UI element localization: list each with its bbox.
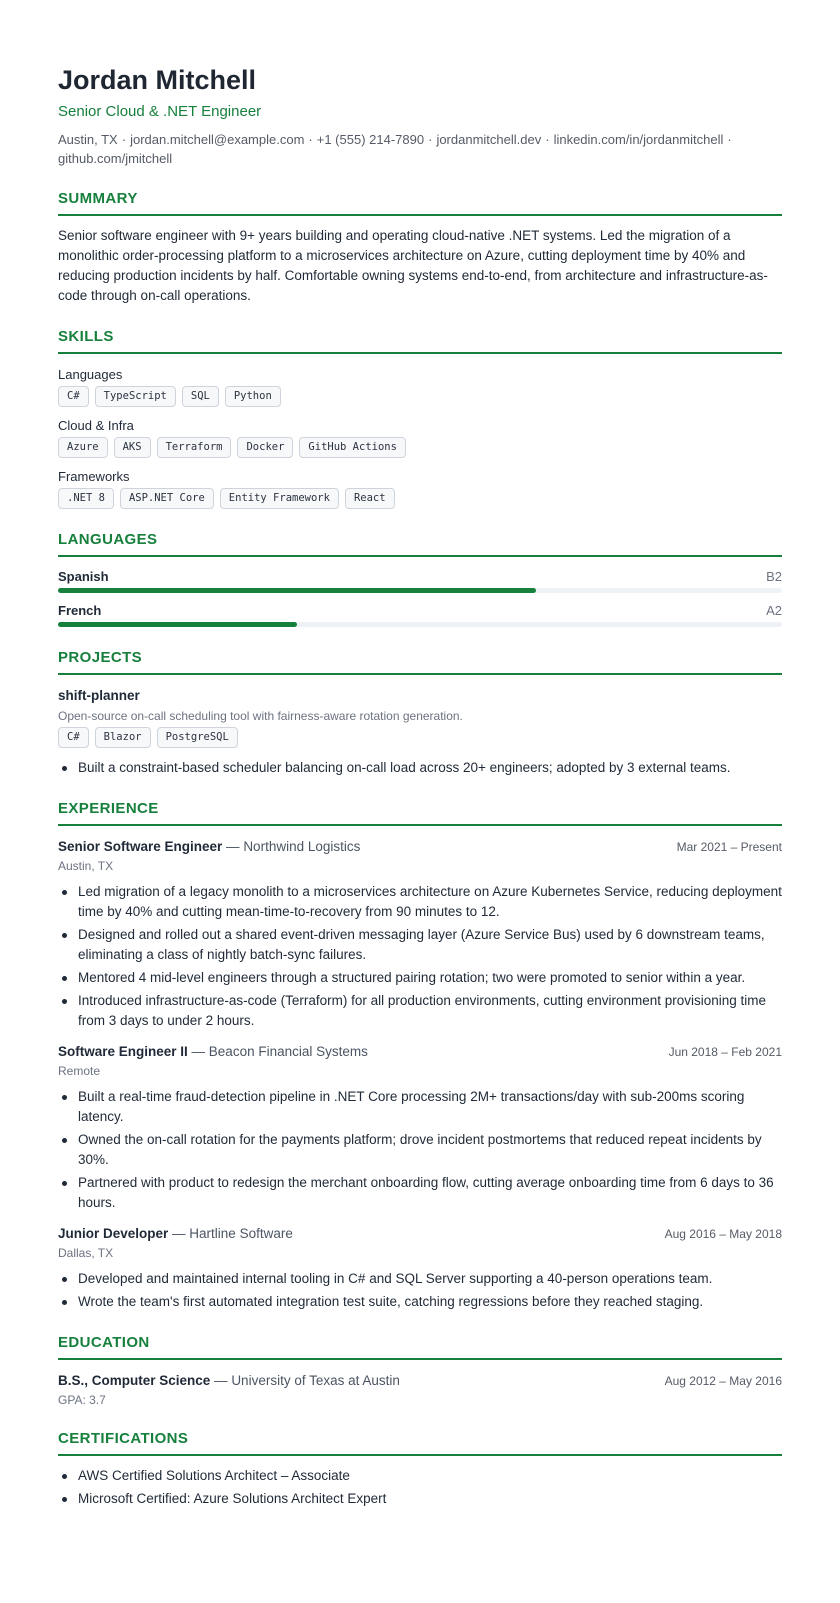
job-bullet: Led migration of a legacy monolith to a microservices architecture on Azure Kubernetes Service, reducing deployment time by 40% and cutting mean-time-to-recovery from 90 minutes to 12. bbox=[58, 882, 782, 922]
job-bullet: Designed and rolled out a shared event-driven messaging layer (Azure Service Bus) used by 6 downstream teams, eliminating a class of nightly batch-sync failures. bbox=[58, 925, 782, 965]
job-dates: Mar 2021 – Present bbox=[676, 840, 782, 854]
skill-tag: GitHub Actions bbox=[299, 437, 406, 458]
skill-tag: .NET 8 bbox=[58, 488, 114, 509]
language-list bbox=[58, 569, 782, 627]
education-list bbox=[58, 1372, 782, 1408]
contact-phone[interactable]: +1 (555) 214-7890 bbox=[316, 132, 425, 147]
job-role: Junior Developer bbox=[58, 1226, 169, 1241]
proficiency-bar-fill bbox=[58, 588, 536, 593]
contact-linkedin[interactable]: linkedin.com/in/jordanmitchell bbox=[553, 132, 724, 147]
job-company: Beacon Financial Systems bbox=[208, 1044, 368, 1059]
job-title-line bbox=[58, 1043, 368, 1061]
project-description: Open-source on-call scheduling tool with fairness-aware rotation generation. bbox=[58, 709, 463, 723]
job-entry bbox=[58, 1043, 782, 1213]
project-bullets bbox=[58, 758, 782, 778]
job-bullet: Introduced infrastructure-as-code (Terraform) for all production environments, cutting environment provisioning time from 3 days to under 2 hours. bbox=[58, 991, 782, 1031]
education-gpa: GPA: 3.7 bbox=[58, 1393, 106, 1407]
languages-section bbox=[58, 531, 782, 627]
project-tag: PostgreSQL bbox=[157, 727, 238, 748]
job-location: Austin, TX bbox=[58, 859, 114, 873]
skill-tag: AKS bbox=[114, 437, 151, 458]
section-title-education: EDUCATION bbox=[58, 1334, 782, 1360]
language-name: Spanish bbox=[58, 569, 109, 584]
job-bullets bbox=[58, 1269, 782, 1312]
job-header bbox=[58, 1043, 782, 1061]
section-title-skills: SKILLS bbox=[58, 328, 782, 354]
language-row bbox=[58, 603, 782, 627]
education-separator: — bbox=[210, 1373, 232, 1388]
summary-section bbox=[58, 190, 782, 306]
education-header bbox=[58, 1372, 782, 1390]
job-separator: — bbox=[168, 1226, 190, 1241]
contact-line: Austin, TX · jordan.mitchell@example.com · +1 (555) 214-7890 · jordanmitchell.dev · linkedin.com/in/jordanmitchell · github.com/jmitchell bbox=[58, 132, 732, 166]
skill-tags bbox=[58, 437, 782, 458]
language-level: B2 bbox=[766, 569, 782, 584]
job-company: Hartline Software bbox=[189, 1226, 293, 1241]
job-list bbox=[58, 838, 782, 1312]
project-tag: C# bbox=[58, 727, 89, 748]
skill-group bbox=[58, 468, 782, 509]
projects-section bbox=[58, 649, 782, 778]
job-dates: Aug 2016 – May 2018 bbox=[664, 1227, 782, 1241]
skill-tag: React bbox=[345, 488, 395, 509]
contact-email[interactable]: jordan.mitchell@example.com bbox=[130, 132, 305, 147]
contact-location: Austin, TX bbox=[58, 132, 118, 147]
skill-tag: Entity Framework bbox=[220, 488, 339, 509]
project-bullet: Built a constraint-based scheduler balancing on-call load across 20+ engineers; adopted by 3 external teams. bbox=[58, 758, 782, 778]
job-bullet: Partnered with product to redesign the merchant onboarding flow, cutting average onboarding time from 6 days to 36 hours. bbox=[58, 1173, 782, 1213]
skill-tag: SQL bbox=[182, 386, 219, 407]
education-section bbox=[58, 1334, 782, 1408]
skill-tag: TypeScript bbox=[95, 386, 176, 407]
language-row-head bbox=[58, 569, 782, 585]
section-title-experience: EXPERIENCE bbox=[58, 800, 782, 826]
skill-group bbox=[58, 366, 782, 407]
skill-tag: Docker bbox=[237, 437, 293, 458]
job-bullets bbox=[58, 1087, 782, 1213]
job-dates: Jun 2018 – Feb 2021 bbox=[668, 1045, 782, 1059]
job-title-line bbox=[58, 838, 360, 856]
job-location: Remote bbox=[58, 1064, 101, 1078]
summary-text: Senior software engineer with 9+ years building and operating cloud-native .NET systems. Led the migration of a monolithic order-processing platform to a microservices architecture on Azure, cutting deployment time by 40% and reducing production incidents by half. Comfortable owning systems end-to-end, from architecture and infrastructure-as-code through on-call operations. bbox=[58, 228, 768, 303]
job-separator: — bbox=[222, 839, 244, 854]
project-tag: Blazor bbox=[95, 727, 151, 748]
job-role: Software Engineer II bbox=[58, 1044, 188, 1059]
skill-tags bbox=[58, 488, 782, 509]
job-bullet: Mentored 4 mid-level engineers through a structured pairing rotation; two were promoted to senior within a year. bbox=[58, 968, 782, 988]
project-item bbox=[58, 687, 782, 778]
skill-group bbox=[58, 417, 782, 458]
skills-section bbox=[58, 328, 782, 509]
section-title-projects: PROJECTS bbox=[58, 649, 782, 675]
proficiency-bar bbox=[58, 622, 782, 627]
certification-item: Microsoft Certified: Azure Solutions Architect Expert bbox=[58, 1489, 782, 1509]
job-entry bbox=[58, 838, 782, 1031]
language-level: A2 bbox=[766, 603, 782, 618]
education-entry bbox=[58, 1372, 782, 1408]
job-header bbox=[58, 1225, 782, 1243]
candidate-headline: Senior Cloud & .NET Engineer bbox=[58, 103, 262, 120]
resume-header bbox=[58, 64, 782, 168]
skill-group-label: Languages bbox=[58, 367, 123, 382]
education-title-line bbox=[58, 1372, 400, 1390]
education-dates: Aug 2012 – May 2016 bbox=[664, 1374, 782, 1388]
job-bullet: Built a real-time fraud-detection pipeline in .NET Core processing 2M+ transactions/day with sub-200ms scoring latency. bbox=[58, 1087, 782, 1127]
language-row bbox=[58, 569, 782, 593]
skill-tag: Python bbox=[225, 386, 281, 407]
job-bullet: Owned the on-call rotation for the payments platform; drove incident postmortems that reduced repeat incidents by 30%. bbox=[58, 1130, 782, 1170]
education-degree: B.S., Computer Science bbox=[58, 1373, 211, 1388]
job-header bbox=[58, 838, 782, 856]
section-title-certifications: CERTIFICATIONS bbox=[58, 1430, 782, 1456]
language-name: French bbox=[58, 603, 102, 618]
candidate-name: Jordan Mitchell bbox=[58, 65, 257, 95]
contact-website[interactable]: jordanmitchell.dev bbox=[436, 132, 542, 147]
skill-tag: Terraform bbox=[157, 437, 232, 458]
skill-group-label: Frameworks bbox=[58, 469, 130, 484]
proficiency-bar-fill bbox=[58, 622, 297, 627]
skill-tag: C# bbox=[58, 386, 89, 407]
proficiency-bar bbox=[58, 588, 782, 593]
skill-tag: Azure bbox=[58, 437, 108, 458]
job-bullet: Developed and maintained internal tooling in C# and SQL Server supporting a 40-person operations team. bbox=[58, 1269, 782, 1289]
project-name: shift-planner bbox=[58, 688, 140, 703]
experience-section bbox=[58, 800, 782, 1312]
job-entry bbox=[58, 1225, 782, 1312]
education-school: University of Texas at Austin bbox=[231, 1373, 400, 1388]
certification-list bbox=[58, 1466, 782, 1509]
contact-github[interactable]: github.com/jmitchell bbox=[58, 151, 173, 166]
job-role: Senior Software Engineer bbox=[58, 839, 223, 854]
section-title-languages: LANGUAGES bbox=[58, 531, 782, 557]
job-separator: — bbox=[187, 1044, 209, 1059]
certifications-section bbox=[58, 1430, 782, 1509]
skills-groups bbox=[58, 366, 782, 509]
project-list bbox=[58, 687, 782, 778]
section-title-summary: SUMMARY bbox=[58, 190, 782, 216]
job-bullet: Wrote the team's first automated integration test suite, catching regressions before they reached staging. bbox=[58, 1292, 782, 1312]
job-title-line bbox=[58, 1225, 293, 1243]
language-row-head bbox=[58, 603, 782, 619]
project-tags bbox=[58, 727, 782, 748]
certification-item: AWS Certified Solutions Architect – Associate bbox=[58, 1466, 782, 1486]
job-bullets bbox=[58, 882, 782, 1031]
skill-tag: ASP.NET Core bbox=[120, 488, 214, 509]
skill-group-label: Cloud & Infra bbox=[58, 418, 134, 433]
job-company: Northwind Logistics bbox=[243, 839, 361, 854]
job-location: Dallas, TX bbox=[58, 1246, 114, 1260]
skill-tags bbox=[58, 386, 782, 407]
